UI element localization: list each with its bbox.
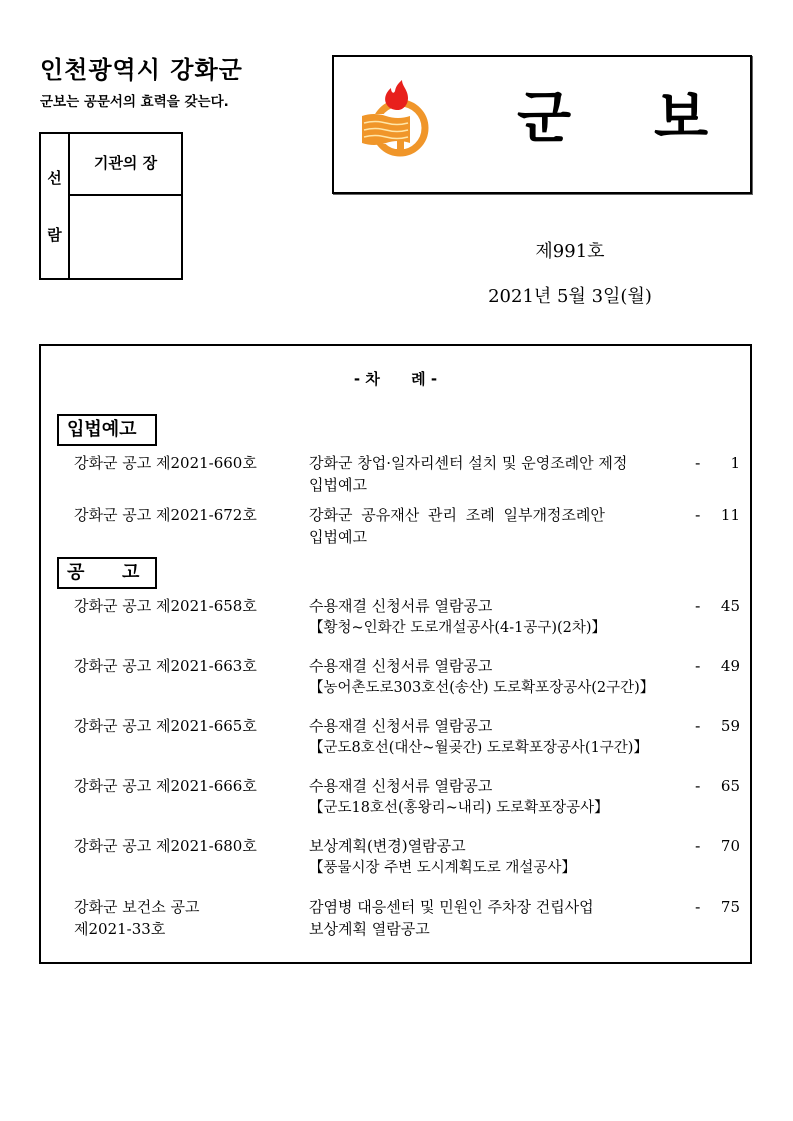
entry-notice-number: 강화군 보건소 공고 xyxy=(74,898,200,916)
approval-header-cell: 기관의 장 xyxy=(70,134,181,196)
entry-notice-number: 강화군 공고 제2021-658호 xyxy=(74,597,257,615)
entry-notice-number: 강화군 공고 제2021-672호 xyxy=(74,506,257,524)
entry-subtitle: 【농어촌도로303호선(송산) 도로확포장공사(2구간)】 xyxy=(309,680,655,696)
entry-notice-number: 강화군 공고 제2021-660호 xyxy=(74,454,257,472)
entry-title: 보상계획(변경)열람공고 xyxy=(309,837,466,855)
entry-title: 수용재결 신청서류 열람공고 xyxy=(309,777,493,795)
entry-page-number: 11 xyxy=(720,506,740,524)
entry-title: 강화군 공유재산 관리 조례 일부개정조례안 xyxy=(309,506,605,524)
entry-page-number: 70 xyxy=(720,837,740,855)
entry-leader-dash: - xyxy=(695,837,701,855)
entry-notice-number: 강화군 공고 제2021-680호 xyxy=(74,837,257,855)
entry-leader-dash: - xyxy=(695,777,701,795)
entry-leader-dash: - xyxy=(695,506,701,524)
entry-subtitle: 【풍물시장 주변 도시계획도로 개설공사】 xyxy=(309,860,576,876)
gazette-notice: 군보는 공문서의 효력을 갖는다. xyxy=(40,94,229,110)
entry-title-line2: 보상계획 열람공고 xyxy=(309,920,430,938)
entry-leader-dash: - xyxy=(695,898,701,916)
approval-box xyxy=(39,132,183,280)
entry-leader-dash: - xyxy=(695,657,701,675)
entry-notice-number: 강화군 공고 제2021-663호 xyxy=(74,657,257,675)
entry-title: 감염병 대응센터 및 민원인 주차장 건립사업 xyxy=(309,898,594,916)
gangwha-county-emblem-icon xyxy=(360,80,430,160)
entry-page-number: 1 xyxy=(730,454,740,472)
entry-subtitle: 【군도8호선(대산~월곶간) 도로확포장공사(1구간)】 xyxy=(309,740,648,756)
entry-page-number: 65 xyxy=(720,777,740,795)
entry-page-number: 59 xyxy=(720,717,740,735)
toc-title: - 차 례 - xyxy=(353,370,438,388)
issue-number: 제991호 xyxy=(535,241,605,262)
issue-date: 2021년 5월 3일(월) xyxy=(488,286,652,307)
entry-title: 수용재결 신청서류 열람공고 xyxy=(309,597,493,615)
masthead-char-1: 군 xyxy=(517,86,572,151)
entry-notice-number: 강화군 공고 제2021-665호 xyxy=(74,717,257,735)
approval-side-column xyxy=(41,134,70,278)
masthead xyxy=(332,55,752,194)
approval-signature-cell xyxy=(70,196,181,278)
table-of-contents xyxy=(39,344,752,964)
entry-title-line2: 입법예고 xyxy=(309,528,367,546)
entry-page-number: 75 xyxy=(720,898,740,916)
section-label-public-notice: 공 고 xyxy=(57,557,157,589)
entry-notice-number-line2: 제2021-33호 xyxy=(74,920,166,938)
organization-name: 인천광역시 강화군 xyxy=(40,56,243,84)
entry-title: 수용재결 신청서류 열람공고 xyxy=(309,657,493,675)
section-label-legislative-notice: 입법예고 xyxy=(57,414,157,446)
entry-subtitle: 【군도18호선(홍왕리~내리) 도로확포장공사】 xyxy=(309,800,609,816)
entry-title: 수용재결 신청서류 열람공고 xyxy=(309,717,493,735)
entry-notice-number: 강화군 공고 제2021-666호 xyxy=(74,777,257,795)
entry-page-number: 45 xyxy=(720,597,740,615)
entry-page-number: 49 xyxy=(720,657,740,675)
approval-side-label-bottom: 람 xyxy=(47,226,62,244)
entry-leader-dash: - xyxy=(695,597,701,615)
entry-leader-dash: - xyxy=(695,454,701,472)
entry-title-line2: 입법예고 xyxy=(309,476,367,494)
masthead-char-2: 보 xyxy=(654,86,709,151)
entry-subtitle: 【황청~인화간 도로개설공사(4-1공구)(2차)】 xyxy=(309,620,607,636)
approval-side-label-top: 선 xyxy=(47,169,62,187)
entry-title: 강화군 창업·일자리센터 설치 및 운영조례안 제정 xyxy=(309,454,628,472)
entry-leader-dash: - xyxy=(695,717,701,735)
